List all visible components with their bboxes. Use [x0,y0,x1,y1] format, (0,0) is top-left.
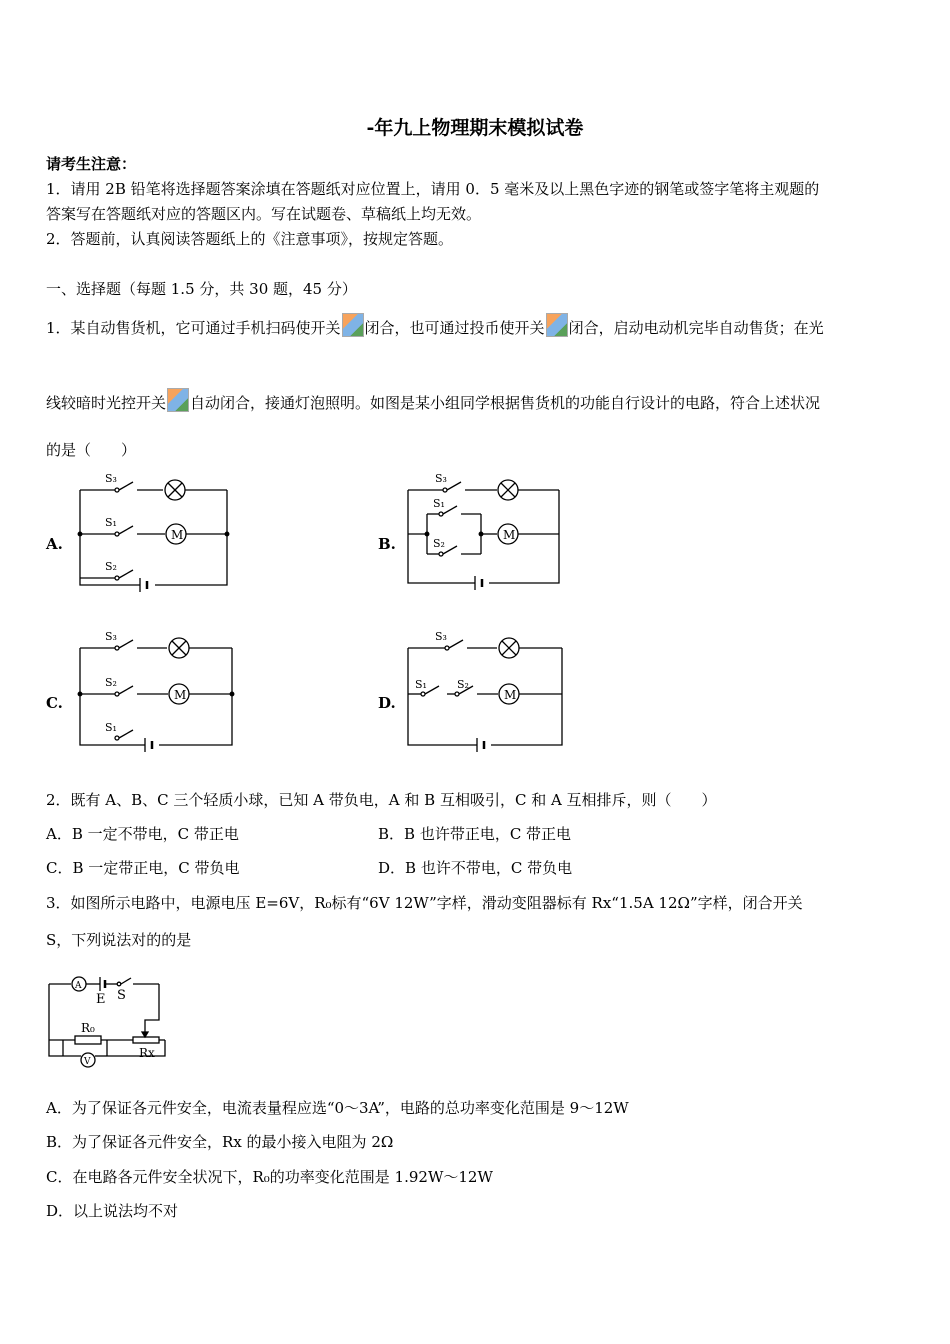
q3-option-d: D．以上说法均不对 [46,1202,179,1220]
s2-label: S₂ [105,560,117,573]
q1-stem-line2: 线较暗时光控开关 自动闭合，接通灯泡照明。如图是某小组同学根据售货机的功能自行设计的电路，符合上述状况 [46,388,820,413]
circuit-diagram-c [75,628,240,753]
image-placeholder-icon [546,313,568,337]
svg-text:S₁: S₁ [415,678,427,691]
q1-option-d: D. [378,694,396,712]
voltmeter-label: V [84,1057,91,1067]
svg-text:S₁: S₁ [105,721,117,734]
circuit-diagram-d [405,628,570,753]
svg-text:S₂: S₂ [433,537,445,550]
q3-circuit-diagram [45,970,175,1075]
q3-option-a: A．为了保证各元件安全，电流表量程应选“0～3A”，电路的总功率变化范围是 9～12W [46,1099,629,1117]
s1-label: S₁ [105,516,117,529]
notice-line-1b: 答案写在答题纸对应的答题区内。写在试题卷、草稿纸上均无效。 [46,205,482,223]
image-placeholder-icon [167,388,189,412]
r0-label: R₀ [81,1021,95,1035]
svg-text:S₁: S₁ [433,497,445,510]
notice-line-1a: 1．请用 2B 铅笔将选择题答案涂填在答题纸对应位置上，请用 0．5 毫米及以上黑色字迹的钢笔或签字笔将主观题的 [46,180,820,198]
q2-option-d: D．B 也许不带电，C 带负电 [378,859,573,877]
rx-label: Rx [139,1046,155,1060]
circuit-diagram-a [75,470,235,590]
svg-text:S₃: S₃ [435,472,447,485]
q3-stem-line2: S，下列说法对的的是 [46,931,192,949]
svg-text:M: M [503,528,516,542]
q1-option-a: A. [46,535,63,553]
s3-label: S₃ [105,472,117,485]
q1-stem-line3: 的是（ ） [46,441,137,459]
q2-option-b: B．B 也许带正电，C 带正电 [378,825,572,843]
q2-stem: 2．既有 A、B、C 三个轻质小球，已知 A 带负电，A 和 B 互相吸引，C 和 A 互相排斥，则（ ） [46,791,717,809]
section-heading: 一、选择题（每题 1.5 分，共 30 题，45 分） [46,280,357,298]
motor-label: M [171,528,184,542]
svg-text:S₂: S₂ [457,678,469,691]
source-label: E [96,992,106,1007]
svg-text:M: M [174,688,187,702]
q3-option-b: B．为了保证各元件安全，Rx 的最小接入电阻为 2Ω [46,1133,394,1151]
q3-stem-line1: 3．如图所示电路中，电源电压 E=6V，R₀标有“6V 12W”字样，滑动变阻器标有 Rx“1.5A 12Ω”字样，闭合开关 [46,894,803,912]
image-placeholder-icon [342,313,364,337]
svg-text:S₃: S₃ [105,630,117,643]
svg-text:S₂: S₂ [105,676,117,689]
q2-option-a: A．B 一定不带电，C 带正电 [46,825,239,843]
ammeter-label: A [75,981,82,991]
q3-option-c: C．在电路各元件安全状况下，R₀的功率变化范围是 1.92W～12W [46,1168,493,1186]
notice-line-2: 2．答题前，认真阅读答题纸上的《注意事项》，按规定答题。 [46,230,454,248]
page-title: -年九上物理期末模拟试卷 [366,117,584,139]
q2-option-c: C．B 一定带正电，C 带负电 [46,859,240,877]
q1-stem-line1: 1．某自动售货机，它可通过手机扫码使开关 闭合，也可通过投币使开关 闭合，启动电动机完毕自动售货；在光 [46,313,824,338]
svg-text:S₃: S₃ [435,630,447,643]
notice-heading: 请考生注意： [46,155,137,173]
q1-option-c: C. [46,694,63,712]
circuit-diagram-b [405,470,565,595]
q1-option-b: B. [378,535,396,553]
svg-text:M: M [504,688,517,702]
switch-label: S [117,988,126,1003]
